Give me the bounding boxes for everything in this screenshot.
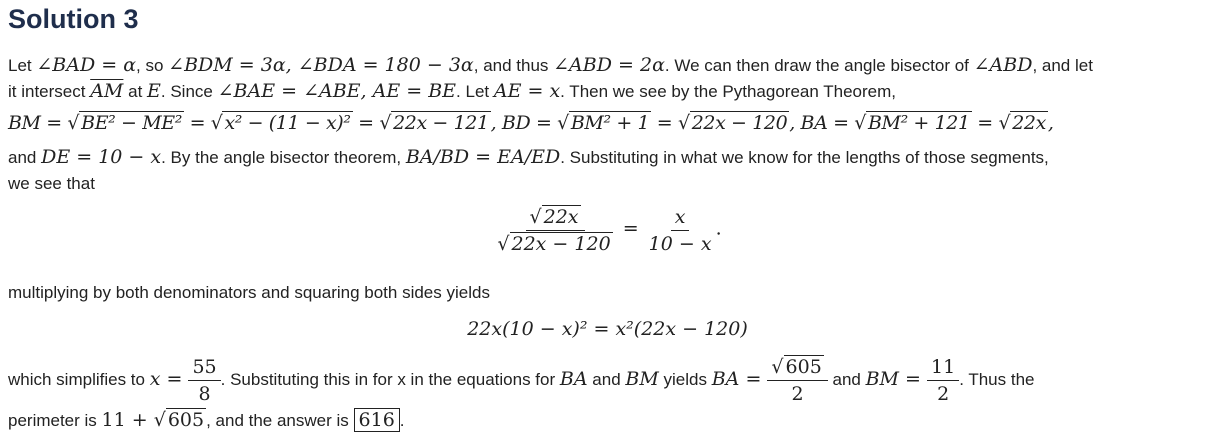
sqrt: √ x² − (11 − x)² bbox=[210, 112, 351, 134]
text: . By the angle bisector theorem, bbox=[161, 148, 406, 167]
paragraph-2-line-1 bbox=[8, 146, 1049, 168]
denominator: 2 bbox=[937, 383, 950, 405]
denominator: 10 − x bbox=[648, 233, 712, 255]
text: . bbox=[399, 411, 405, 430]
denominator: 2 bbox=[791, 383, 804, 405]
radicand: 605 bbox=[785, 356, 822, 378]
paragraph-1-line-1 bbox=[8, 54, 1093, 76]
math: = bbox=[352, 112, 380, 134]
radicand: x² − (11 − x)² bbox=[224, 112, 351, 134]
equals: = bbox=[616, 217, 645, 240]
text: multiplying by both denominators and squaring both sides yields bbox=[8, 283, 490, 302]
text: which simplifies to bbox=[8, 369, 150, 389]
math: BM bbox=[625, 367, 659, 390]
text: . Substituting in what we know for the lengths of those segments, bbox=[560, 148, 1049, 167]
math: BM = bbox=[865, 367, 928, 390]
text: , and the answer is bbox=[206, 411, 354, 430]
text: , and let bbox=[1032, 56, 1093, 75]
left-fraction bbox=[493, 206, 616, 255]
math: BA bbox=[559, 367, 588, 390]
text: perimeter is bbox=[8, 411, 102, 430]
radicand: BM² + 1 bbox=[570, 112, 650, 134]
sqrt: √ 22x − 121 bbox=[379, 112, 489, 134]
paragraph-3 bbox=[8, 283, 490, 303]
radicand: BE² − ME² bbox=[81, 112, 182, 134]
paragraph-2-line-2 bbox=[8, 174, 95, 194]
denominator: 8 bbox=[198, 383, 211, 405]
sqrt: √ 22x − 120 bbox=[677, 112, 788, 134]
numerator: √ 605 bbox=[767, 356, 827, 381]
math: AE = x bbox=[493, 80, 561, 102]
radicand: 22x bbox=[543, 206, 579, 228]
numerator: 55 bbox=[188, 356, 220, 381]
math: DE = 10 − x bbox=[41, 146, 162, 168]
sqrt: √ BM² + 1 bbox=[557, 112, 650, 134]
equation-2 bbox=[0, 318, 1215, 340]
math: BA = bbox=[711, 367, 768, 390]
math: = bbox=[651, 112, 678, 134]
math: BA/BD = EA/ED bbox=[405, 146, 561, 168]
radicand: BM² + 121 bbox=[867, 112, 970, 134]
fraction-11-2 bbox=[927, 356, 959, 405]
radicand: 22x − 120 bbox=[511, 233, 611, 255]
text: . Substituting this in for x in the equations for bbox=[220, 369, 560, 389]
sqrt: √ BM² + 121 bbox=[854, 112, 970, 134]
paragraph-4 bbox=[8, 356, 1035, 405]
text: , and thus bbox=[473, 56, 554, 75]
text: it intersect bbox=[8, 82, 91, 101]
text: and bbox=[8, 148, 42, 167]
text: . Since bbox=[160, 82, 218, 101]
right-fraction bbox=[645, 206, 716, 255]
math: ∠BAD = α bbox=[36, 54, 137, 76]
math: ∠BAE = ∠ABE, AE = BE bbox=[217, 80, 457, 102]
fraction-equation bbox=[0, 206, 1215, 255]
numerator: x bbox=[671, 206, 690, 231]
math: ∠ABD bbox=[973, 54, 1033, 76]
text: . Let bbox=[456, 82, 494, 101]
math: x = bbox=[149, 367, 189, 390]
text: . Thus the bbox=[959, 369, 1035, 389]
math: , bbox=[1047, 112, 1054, 134]
sqrt: √ BE² − ME² bbox=[67, 112, 182, 134]
numerator: √ 22x bbox=[526, 206, 585, 231]
math: , BA = bbox=[789, 112, 855, 134]
pythagorean-equations bbox=[8, 112, 1054, 134]
answer-box: 616 bbox=[354, 408, 400, 432]
denominator: √ 22x − 120 bbox=[497, 233, 611, 255]
sqrt: √ 22x bbox=[998, 112, 1046, 134]
radicand: 22x − 121 bbox=[393, 112, 489, 134]
paragraph-5 bbox=[8, 409, 405, 431]
radicand: 605 bbox=[167, 409, 205, 431]
text: Let bbox=[8, 56, 37, 75]
math: 22x(10 − x)² = x²(22x − 120) bbox=[467, 318, 748, 340]
sqrt: √ 605 bbox=[153, 409, 205, 431]
math: , BD = bbox=[490, 112, 558, 134]
paragraph-1-line-2 bbox=[8, 80, 896, 102]
text: and bbox=[587, 369, 626, 389]
fraction-sqrt605-2 bbox=[767, 356, 827, 405]
math: = bbox=[971, 112, 999, 134]
math: 11 + bbox=[101, 409, 154, 431]
text: we see that bbox=[8, 174, 95, 193]
fraction-55-8 bbox=[188, 356, 220, 405]
text: . We can then draw the angle bisector of bbox=[664, 56, 974, 75]
radicand: 22x − 120 bbox=[691, 112, 788, 134]
math: = bbox=[183, 112, 211, 134]
text: yields bbox=[658, 369, 712, 389]
period: . bbox=[715, 217, 722, 240]
math: BM = bbox=[8, 112, 68, 134]
text: at bbox=[123, 82, 148, 101]
math: E bbox=[147, 80, 161, 102]
segment-am: $\overline{AM}$ bbox=[90, 80, 124, 102]
text: . Then we see by the Pythagorean Theorem, bbox=[560, 82, 896, 101]
math: ∠ABD = 2α bbox=[553, 54, 665, 76]
math: ∠BDM = 3α, ∠BDA = 180 − 3α bbox=[168, 54, 474, 76]
radicand: 22x bbox=[1012, 112, 1046, 134]
numerator: 11 bbox=[927, 356, 959, 381]
text: and bbox=[827, 369, 866, 389]
solution-heading: Solution 3 bbox=[8, 4, 139, 34]
text: , so bbox=[136, 56, 169, 75]
